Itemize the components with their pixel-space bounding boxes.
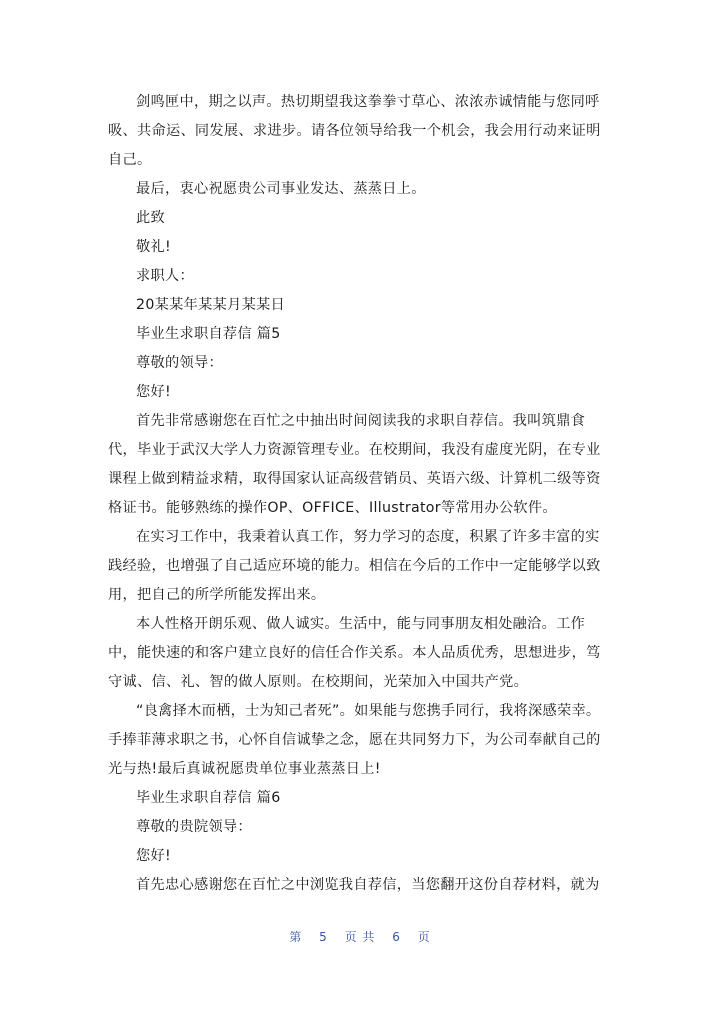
footer-total-pages: 6 [392, 930, 401, 944]
text-line: 首先忠心感谢您在百忙之中浏览我自荐信，当您翻开这份自荐材料，就为 [136, 877, 600, 893]
text-line: 本人性格开朗乐观、做人诚实。生活中，能与同事朋友相处融洽。工作 [136, 616, 586, 632]
footer-middle: 页 共 [344, 930, 376, 944]
footer-prefix: 第 [289, 930, 303, 944]
footer-current-page: 5 [319, 930, 328, 944]
text-line: 尊敬的领导： [136, 355, 223, 371]
text-line: 首先非常感谢您在百忙之中抽出时间阅读我的求职自荐信。我叫筑鼎食 [136, 413, 586, 429]
text-line: 毕业生求职自荐信 篇5 [136, 326, 281, 342]
text-line: “良禽择木而栖，士为知己者死”。如果能与您携手同行，我将深感荣幸。 [136, 703, 601, 719]
text-line: 剑鸣匣中，期之以声。热切期望我这拳拳寸草心、浓浓赤诚情能与您同呼 [136, 94, 600, 110]
text-line: 在实习工作中，我秉着认真工作，努力学习的态度，积累了许多丰富的实 [136, 529, 600, 545]
text-line: 格证书。能够熟练的操作OP、OFFICE、Illustrator等常用办公软件。 [108, 500, 557, 516]
text-line: 践经验，也增强了自己适应环境的能力。相信在今后的工作中一定能够学以致 [108, 558, 601, 574]
text-line: 求职人： [136, 268, 194, 284]
text-line: 尊敬的贵院领导： [136, 819, 252, 835]
text-line: 光与热!最后真诚祝愿贵单位事业蒸蒸日上! [108, 761, 381, 777]
text-line: 毕业生求职自荐信 篇6 [136, 790, 281, 806]
footer-suffix: 页 [417, 930, 431, 944]
document-body [108, 88, 608, 900]
text-line: 您好! [136, 384, 171, 400]
text-line: 课程上做到精益求精，取得国家认证高级营销员、英语六级、计算机二级等资 [108, 471, 601, 487]
text-line: 手捧菲薄求职之书，心怀自信诚挚之念，愿在共同努力下，为公司奉献自己的 [108, 732, 601, 748]
text-line: 20某某年某某月某某日 [136, 297, 286, 313]
text-line: 守诚、信、礼、智的做人原则。在校期间，光荣加入中国共产党。 [108, 674, 529, 690]
text-line: 吸、共命运、同发展、求进步。请各位领导给我一个机会，我会用行动来证明 [108, 123, 601, 139]
text-line: 此致 [136, 210, 165, 226]
text-line: 中，能快速的和客户建立良好的信任合作关系。本人品质优秀，思想进步，笃 [108, 645, 601, 661]
text-line: 敬礼! [136, 239, 171, 255]
text-line: 最后，衷心祝愿贵公司事业发达、蒸蒸日上。 [136, 181, 426, 197]
text-line: 代，毕业于武汉大学人力资源管理专业。在校期间，我没有虚度光阴，在专业 [108, 442, 601, 458]
text-line: 用，把自己的所学所能发挥出来。 [108, 587, 326, 603]
text-line: 您好! [136, 848, 171, 864]
text-line: 自己。 [108, 152, 152, 168]
page-footer [0, 928, 720, 945]
